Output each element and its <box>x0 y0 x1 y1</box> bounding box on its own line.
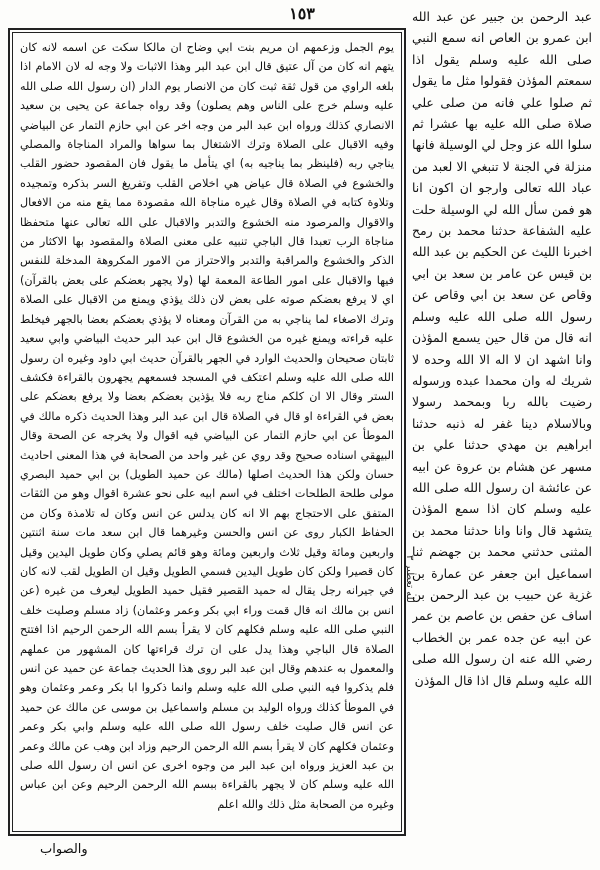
commentary-text: يوم الجمل وزعمهم ان مريم بنت ابي وضاح ان مالكا سكت عن اسمه لانه كان يتهم انه كان من آل عتيق قال ابن عبد البر وهذا الاثبات ولا وجه له لان الامام اذا بلغه الراوي من قول ثقة ثبت كان من الانصار يوم الدار (ان رسول الله صلى الله عليه وسلم خرج على الناس وهم يصلون) وقد رواه جماعة عن يحيى بن سعيد الانصاري كذلك ورواه ابن عبد البر من وجه اخر عن ابي حازم التمار عن البياضي وفيه الاقبال على الصلاة وترك الاشتغال بما سواها والمراد المناجاة والمصلي يناجي ربه (فلينظر بما يناجيه به) اي يتأمل ما يقول فان المقصود حضور القلب والخشوع في الصلاة قال عياض هي اخلاص القلب وتفريغ السر بذكره وتمجيده وتلاوة كتابه في الصلاة وقال غيره مناجاة الله مقصودة مما يقع منه من الافعال والاقوال والمرصود منه الخشوع والتدبر والاقبال على الله تعالى عنها متحفظا مناجاة الرب تعبدا قال الباجي تنبيه على معنى الصلاة والمقصود بها الاكثار من الذكر والخشوع والمراقبة والتدبر والاحتراز من الامور المكروهة المدخلة للنفس فيها والاقبال على امور الطاعة المعمة لها (ولا يجهر بعضكم على بعض بالقرآن) اي لا يرفع بعضكم صوته على بعض لان ذلك يؤذي ويمنع من الاقبال على الصلاة وترك الاصغاء لما يناجي به من القرآن ومعناه لا يؤذي بعضكم بعضا بالجهر فيخلط عليه قراءته ويمنع غيره من الخشوع قال ابن عبد البر حديث البياضي وابي سعيد ثابتان صحيحان والحديث الوارد في الجهر بالقرآن حديث ابي داود وغيره ان رسول الله صلى الله عليه وسلم اعتكف في المسجد فسمعهم يجهرون بالقراءة فكشف الستر وقال الا ان كلكم مناج ربه فلا يؤذين بعضكم بعضا ولا يرفع بعضكم على بعض في القراءة او قال في الصلاة قال ابن عبد البر وهذا الحديث ذكره مالك في الموطأ عن ابي حازم التمار عن البياضي فيه اقوال ولا يخرجه عن الصحة وقال البيهقي اسناده صحيح وقد روي عن غير واحد من الصحابة في هذا المعنى احاديث حسان ولكن هذا الحديث اصلها (مالك عن حميد الطويل) بن ابي حميد البصري مولى طلحة الطلحات اختلف في اسم ابيه على نحو عشرة اقوال وهو من الثقات المتفق على الاحتجاج بهم الا انه كان يدلس عن انس وكان له تلامذة وكان من الحفاظ الكبار روى عن انس والحسن وغيرهما قال ابن سعد مات سنة اثنتين واربعين ومائة وقيل ثلاث واربعين ومائة وهو قائم يصلي وكان طويل اليدين وقيل كان قصيرا ولكن كان طويل اليدين فسمي الطويل وقيل ان الطويل لقب لانه كان في جيرانه رجل يقال له حميد القصير فقيل حميد الطويل ليعرف من غيره (عن انس بن مالك انه قال قمت وراء ابي بكر وعمر وعثمان) زاد مسلم وصليت خلف النبي صلى الله عليه وسلم فكلهم كان لا يقرأ بسم الله الرحمن الرحيم اذا افتتح الصلاة قال الباجي وهذا يدل على ان ترك قراءتها كان المشهور من عملهم والمعمول به عندهم وقال ابن عبد البر روى هذا الحديث جماعة عن حميد عن انس فلم يذكروا فيه النبي صلى الله عليه وسلم وانما ذكروا ابا بكر وعمر وعثمان وهو في الموطأ كذلك ورواه الوليد بن مسلم واسماعيل بن موسى عن مالك عن حميد عن انس قال صليت خلف رسول الله صلى الله عليه وسلم وابي بكر وعمر وعثمان فكلهم كان لا يقرأ بسم الله الرحمن الرحيم وزاد ابن وهب عن مالك وعمر بن عبد العزيز ورواه ابن عبد البر من وجوه اخرى عن انس ان رسول الله صلى الله عليه وسلم كان لا يجهر بالقراءة ببسم الله الرحمن الرحيم وعن ابن عباس وغيره من الصحابة مثل ذلك والله اعلم <box>20 41 394 811</box>
margin-note: لله تعطير ٣ <box>404 555 415 603</box>
page-number: ١٥٣ <box>289 4 315 23</box>
catchword: والصواب <box>40 842 88 857</box>
commentary-box <box>8 28 406 836</box>
main-text-column <box>412 6 592 862</box>
main-text: عبد الرحمن بن جبير عن عبد الله ابن عمرو بن العاص انه سمع النبي صلى الله عليه وسلم يقول اذا سمعتم المؤذن فقولوا مثل ما يقول ثم صلوا علي فانه من صلى علي صلاة صلى الله عليه بها عشرا ثم سلوا الله عز وجل لي الوسيلة فانها منزلة في الجنة لا تنبغي الا لعبد من عباد الله تعالى وارجو ان اكون انا هو فمن سأل الله لي الوسيلة حلت عليه الشفاعة حدثنا محمد بن رمح اخبرنا الليث عن الحكيم بن عبد الله بن قيس عن عامر بن سعد بن ابي وقاص عن سعد بن ابي وقاص عن رسول الله صلى الله عليه وسلم انه قال من قال حين يسمع المؤذن وانا اشهد ان لا اله الا الله وحده لا شريك له وان محمدا عبده ورسوله رضيت بالله ربا وبمحمد رسولا وبالاسلام دينا غفر له ذنبه حدثنا ابراهيم بن مهدي حدثنا علي بن مسهر عن هشام بن عروة عن ابيه عن عائشة ان رسول الله صلى الله عليه وسلم كان اذا سمع المؤذن يتشهد قال وانا وانا حدثنا محمد بن المثنى حدثني محمد بن جهضم ثنا اسماعيل ابن جعفر عن عمارة بن غزية عن حبيب بن عبد الرحمن بن اساف عن حفص بن عاصم بن عمر عن ابيه عن جده عمر بن الخطاب رضي الله عنه ان رسول الله صلى الله عليه وسلم قال اذا قال المؤذن <box>412 9 592 688</box>
